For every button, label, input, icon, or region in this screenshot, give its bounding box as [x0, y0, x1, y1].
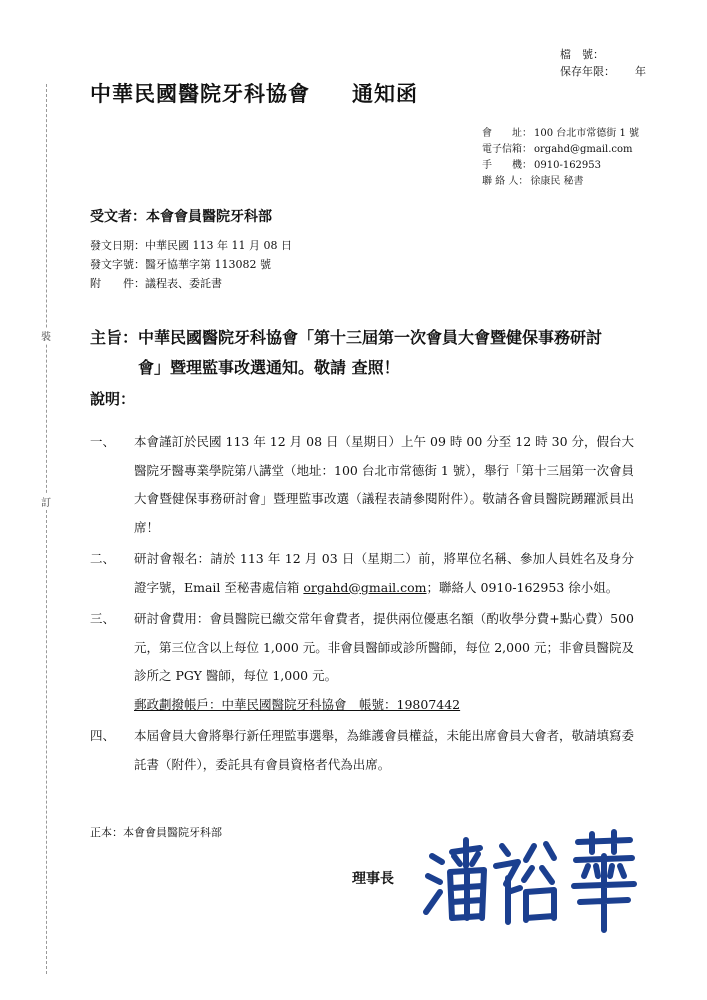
doc-type: 通知函 [352, 81, 418, 106]
list-item [90, 428, 650, 542]
retention-label: 保存年限： [560, 65, 615, 78]
org-name: 中華民國醫院牙科協會 [90, 81, 310, 106]
item-text [134, 545, 634, 602]
recipient-label: 受文者： [90, 209, 146, 225]
email-link[interactable]: orgahd@gmail.com [303, 579, 427, 595]
email-value[interactable]: orgahd@gmail.com [534, 144, 633, 155]
item-number: 二、 [90, 551, 116, 566]
address-label: 會 址： [482, 128, 532, 139]
page-title [90, 78, 418, 108]
item-text: 本會謹訂於民國 113 年 12 月 08 日（星期日）上午 09 時 00 分至 12 時 30 分，假台大醫院牙醫專業學院第八講堂（地址：100 台北市常德街 1 號），舉行「第十三屆第一次會員大會暨健保事務研討會」暨理監事改選（議程表請參閱附件）。敬請各會員醫院踴躍派員出席！ [134, 434, 634, 535]
list-item [90, 545, 650, 602]
signature [418, 826, 648, 936]
issue-date-label: 發文日期： [90, 239, 145, 252]
recipient [90, 206, 272, 226]
issue-info [90, 236, 292, 293]
contact-block [482, 126, 639, 190]
issue-date-value: 中華民國 113 年 11 月 08 日 [145, 239, 292, 252]
phone-label: 手 機： [482, 160, 532, 171]
contact-person-value: 徐康民 秘書 [530, 176, 584, 187]
file-number-label: 檔 號： [560, 48, 604, 61]
retention-value: 年 [635, 65, 646, 78]
recipient-value: 本會會員醫院牙科部 [146, 209, 272, 225]
binding-mark-top: 裝 [41, 328, 51, 343]
postal-account: 郵政劃撥帳戶：中華民國醫院牙科協會 帳號：19807442 [134, 696, 461, 712]
subject-label: 主旨： [90, 328, 139, 347]
list-item [90, 605, 650, 719]
item-text-before: 研討會報名：請於 113 年 12 月 03 日（星期二）前，將單位名稱、參加人員姓名及身分證字號，Email 至秘書處信箱 [134, 551, 634, 595]
subject [90, 323, 650, 383]
copy-recipient: 正本：本會會員醫院牙科部 [90, 826, 222, 839]
item-number: 三、 [90, 611, 116, 626]
explanation-heading: 說明： [90, 390, 136, 408]
phone-value: 0910-162953 [534, 160, 602, 171]
contact-person-label: 聯 絡 人： [482, 176, 529, 187]
binding-line [46, 84, 47, 974]
chairman-title: 理事長 [352, 871, 394, 887]
attachment-label: 附 件： [90, 277, 145, 290]
subject-line-2: 會」暨理監事改選通知。敬請 查照！ [138, 358, 400, 377]
item-number: 四、 [90, 728, 116, 743]
attachment-value: 議程表、委託書 [145, 277, 222, 290]
email-label: 電子信箱： [482, 144, 532, 155]
item-text-after: ；聯絡人 0910-162953 徐小姐。 [426, 579, 619, 595]
address-value: 100 台北市常德街 1 號 [534, 128, 639, 139]
issue-ref-value: 醫牙協華字第 113082 號 [145, 258, 271, 271]
item-text [134, 605, 634, 719]
binding-mark-bottom: 訂 [41, 494, 51, 509]
subject-line-1: 中華民國醫院牙科協會「第十三屆第一次會員大會暨健保事務研討 [138, 328, 603, 347]
item-text: 本屆會員大會將舉行新任理監事選舉，為維護會員權益，未能出席會員大會者，敬請填寫委託書（附件），委託具有會員資格者代為出席。 [134, 728, 635, 772]
issue-ref-label: 發文字號： [90, 258, 145, 271]
list-item [90, 722, 650, 779]
fee-text: 研討會費用：會員醫院已繳交常年會費者，提供兩位優惠名額（酌收學分費+點心費）500 元，第三位含以上每位 1,000 元。非會員醫師或診所醫師，每位 2,000 元；非會員醫院及診所之 PGY 醫師，每位 1,000 元。 [134, 611, 634, 683]
explanation-list [90, 428, 650, 782]
file-meta [560, 46, 646, 80]
item-number: 一、 [90, 434, 116, 449]
